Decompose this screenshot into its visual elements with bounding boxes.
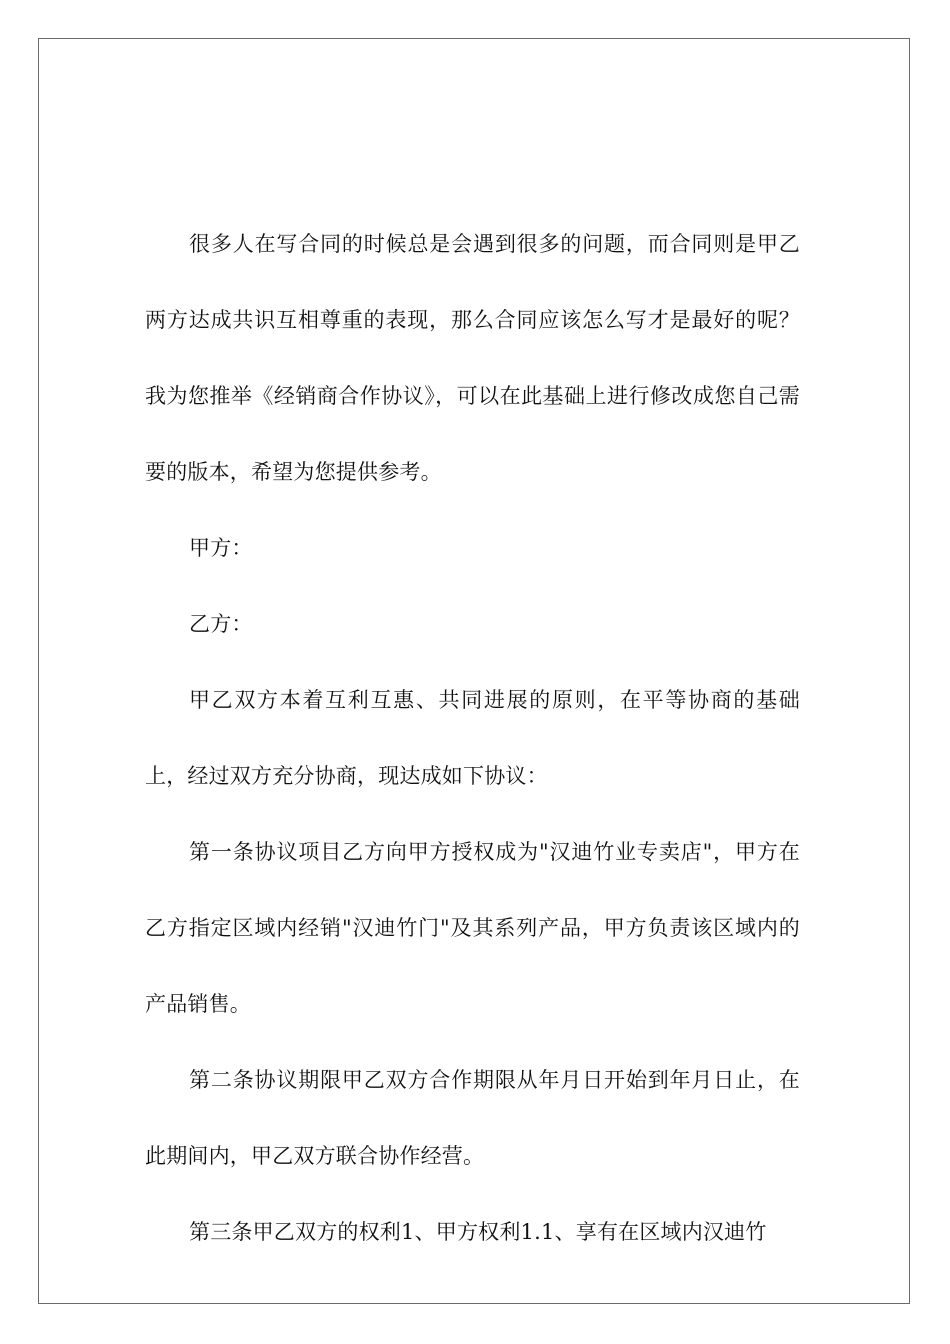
- agreement-preamble: 甲乙双方本着互利互惠、共同进展的原则，在平等协商的基础上，经过双方充分协商，现达成如下协议：: [145, 688, 800, 788]
- party-b-label: 乙方：: [189, 612, 253, 636]
- intro-paragraph: 很多人在写合同的时候总是会遇到很多的问题，而合同则是甲乙两方达成共识互相尊重的表现，那么合同应该怎么写才是最好的呢？我为您推举《经销商合作协议》，可以在此基础上进行修改成您自己需要的版本，希望为您提供参考。: [145, 232, 800, 484]
- party-a-label: 甲方：: [189, 536, 253, 560]
- article-3: 第三条甲乙双方的权利1、甲方权利1.1、享有在区域内汉迪竹: [189, 1220, 767, 1244]
- article-1: 第一条协议项目乙方向甲方授权成为"汉迪竹业专卖店"，甲方在乙方指定区域内经销"汉迪竹门"及其系列产品，甲方负责该区域内的产品销售。: [145, 840, 800, 1016]
- document-body: [145, 206, 800, 1270]
- article-2: 第二条协议期限甲乙双方合作期限从年月日开始到年月日止，在此期间内，甲乙双方联合协作经营。: [145, 1068, 800, 1168]
